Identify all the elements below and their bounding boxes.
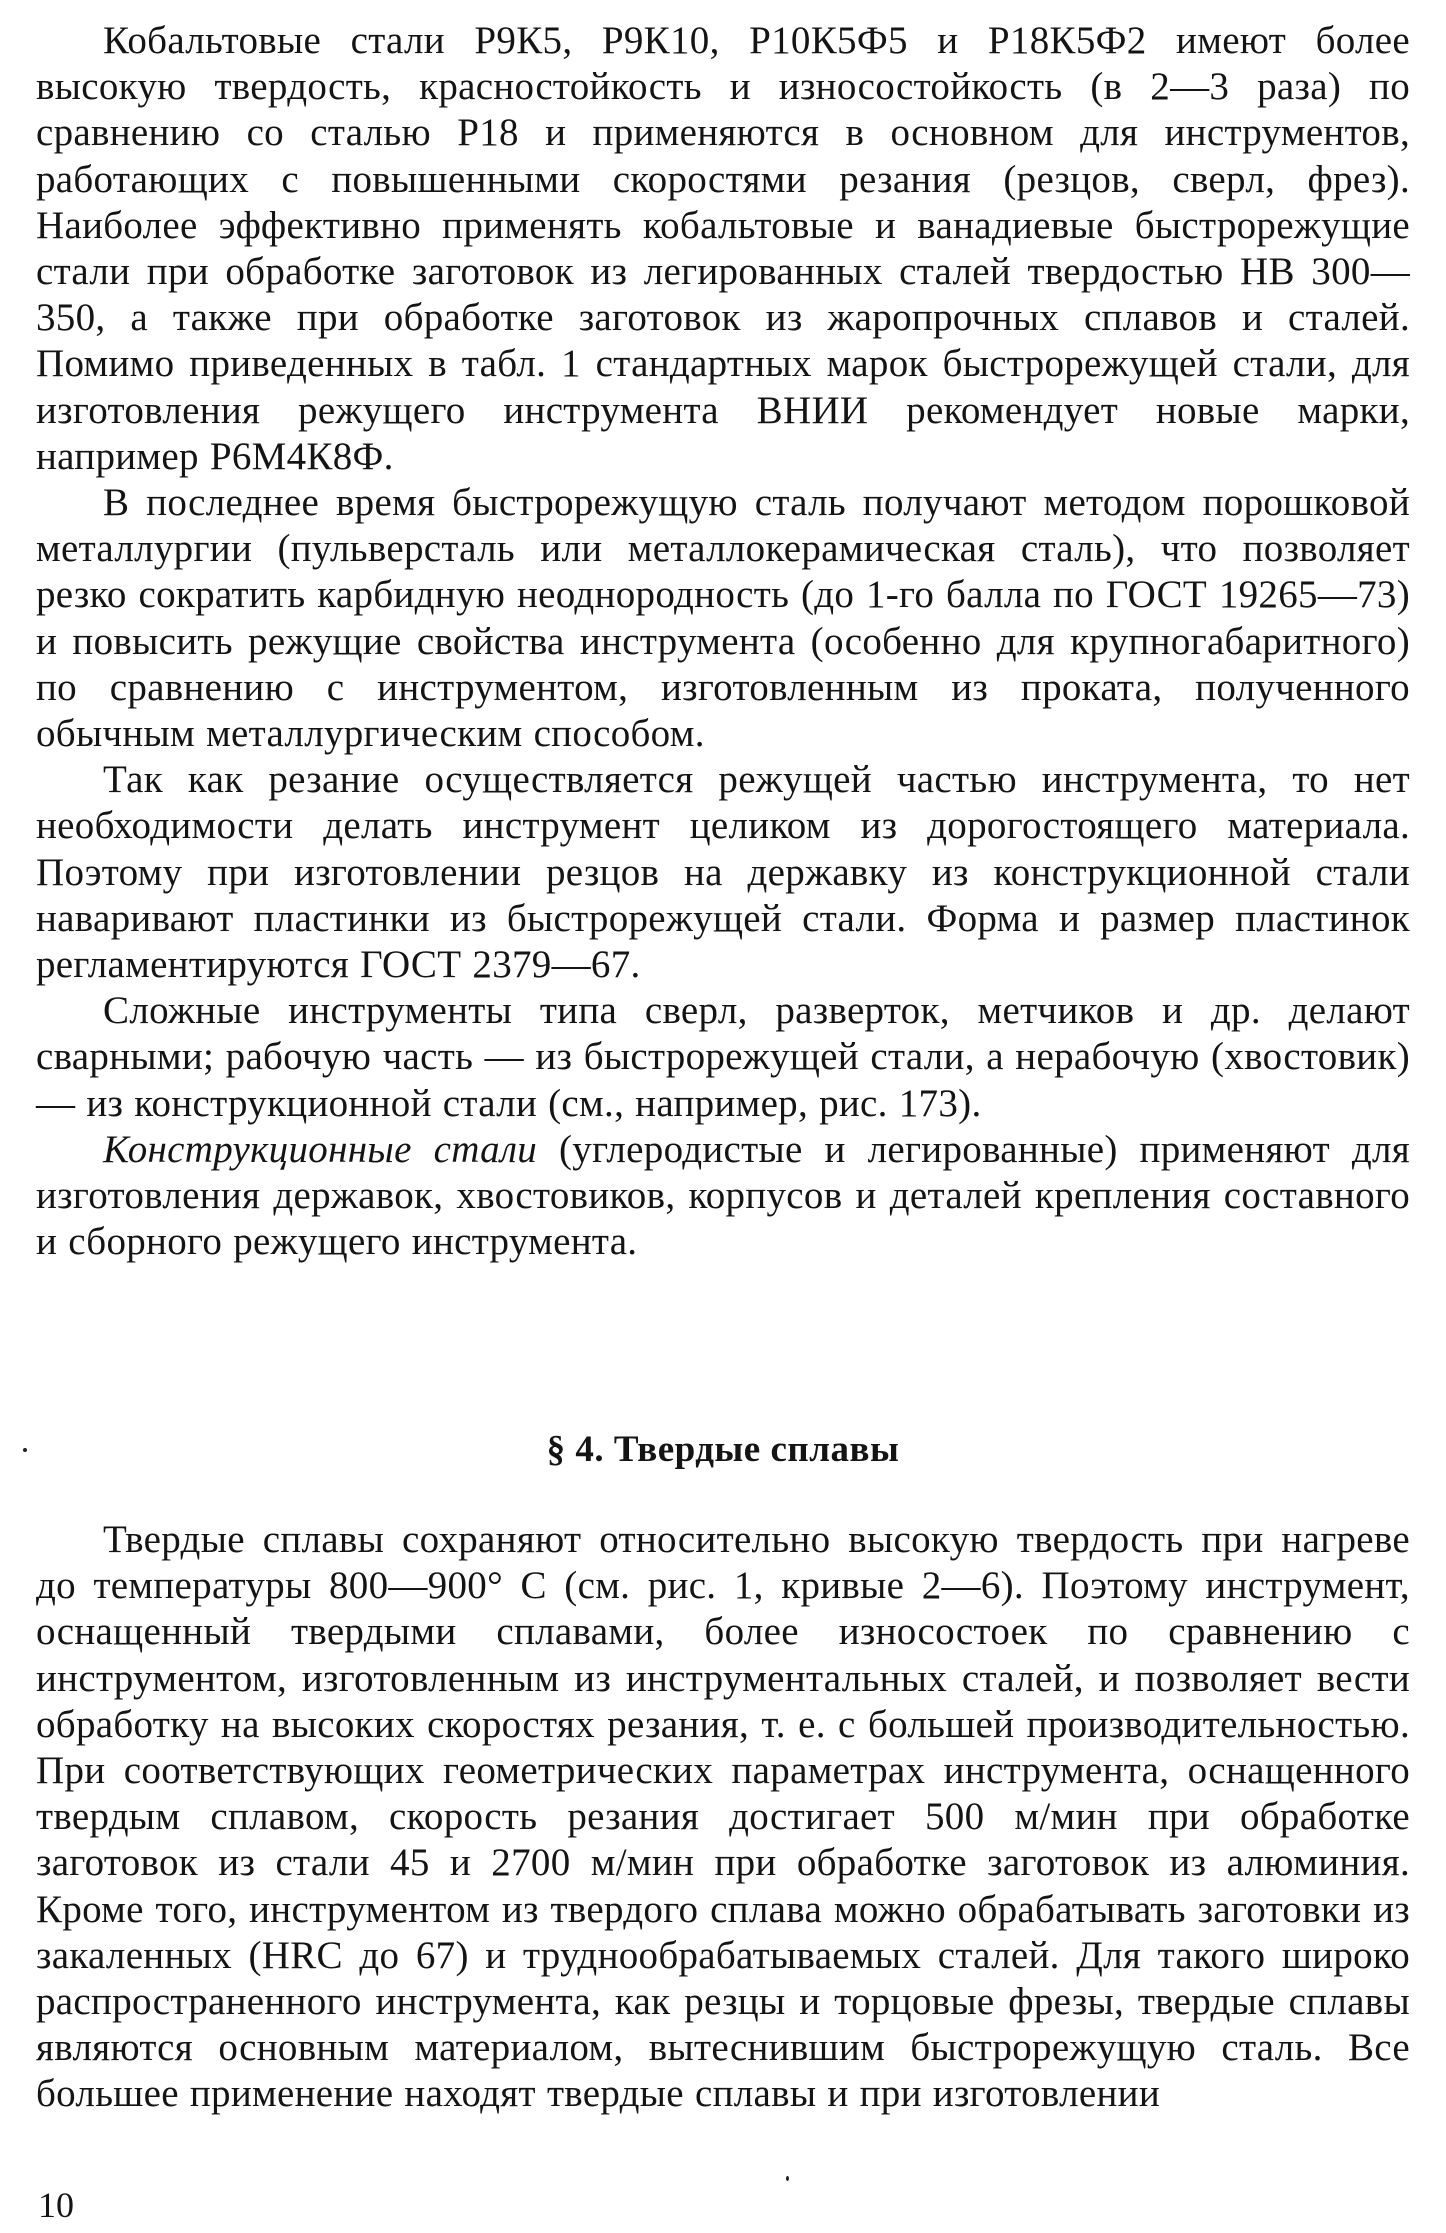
body-text-bottom bbox=[36, 1517, 1410, 2118]
paragraph-structural-steels bbox=[36, 1127, 1410, 1266]
paragraph-cutting-part: Так как резание осуществляется режущей частью инструмента, то нет необходимости делать инструмент целиком из дорогостоящего материала. Поэтому при изготовлении резцов на державку из конструкционной стали наваривают пластинки из быстрорежущей стали. Форма и размер пластинок регламентируются ГОСТ 2379—67. bbox=[36, 758, 1410, 987]
body-text-top bbox=[36, 18, 1410, 1265]
term-structural-steels: Конструкционные стали bbox=[103, 1127, 538, 1171]
section-heading: § 4. Твердые сплавы bbox=[546, 1429, 900, 1470]
paragraph-welded-tools: Сложные инструменты типа сверл, разверток, метчиков и др. делают сварными; рабочую часть — из быстрорежущей стали, а нерабочую (хвостовик) — из конструкционной стали (см., например, рис. 173). bbox=[36, 989, 1410, 1125]
paragraph-hard-alloys: Твердые сплавы сохраняют относительно высокую твердость при нагреве до температуры 800—900° С (см. рис. 1, кривые 2—6). Поэтому инструмент, оснащенный твердыми сплавами, более износостоек по сравнению с инструментом, изготовленным из инструментальных сталей, и позволяет вести обработку на высоких скоростях резания, т. е. с большей производительностью. При соответствующих геометрических параметрах инструмента, оснащенного твердым сплавом, скорость резания достигает 500 м/мин при обработке заготовок из стали 45 и 2700 м/мин при обработке заготовок из алюминия. Кроме того, инструментом из твердого сплава можно обрабатывать заготовки из закаленных (HRC до 67) и труднообрабатываемых сталей. Для такого широко распространенного инструмента, как резцы и торцовые фрезы, твердые сплавы являются основным материалом, вытеснившим быстрорежущую сталь. Все большее применение находят твердые сплавы и при изготовлении bbox=[36, 1518, 1410, 2116]
print-speck bbox=[786, 2176, 789, 2181]
page-number: 10 bbox=[38, 2185, 74, 2225]
paragraph-structural-steels-text: (углеродистые и легированные) применяют для изготовления державок, хвостовиков, корпусов и деталей крепления составного и сборного режущего инструмента. bbox=[36, 1127, 1410, 1264]
paragraph-powder-metallurgy: В последнее время быстрорежущую сталь получают методом порошковой металлургии (пульверсталь или металлокерамическая сталь), что позволяет резко сократить карбидную неоднородность (до 1-го балла по ГОСТ 19265—73) и повысить режущие свойства инструмента (особенно для крупногабаритного) по сравнению с инструментом, изготовленным из проката, полученного обычным металлургическим способом. bbox=[36, 481, 1410, 756]
paragraph-cobalt-steels: Кобальтовые стали Р9К5, Р9К10, Р10К5Ф5 и Р18К5Ф2 имеют более высокую твердость, красностойкость и износостойкость (в 2—3 раза) по сравнению со сталью Р18 и применяются в основном для инструментов, работающих с повышенными скоростями резания (резцов, сверл, фрез). Наиболее эффективно применять кобальтовые и ванадиевые быстрорежущие стали при обработке заготовок из легированных сталей твердостью HB 300—350, а также при обработке заготовок из жаропрочных сплавов и сталей. Помимо приведенных в табл. 1 стандартных марок быстрорежущей стали, для изготовления режущего инструмента ВНИИ рекомендует новые марки, например Р6М4К8Ф. bbox=[36, 19, 1410, 478]
